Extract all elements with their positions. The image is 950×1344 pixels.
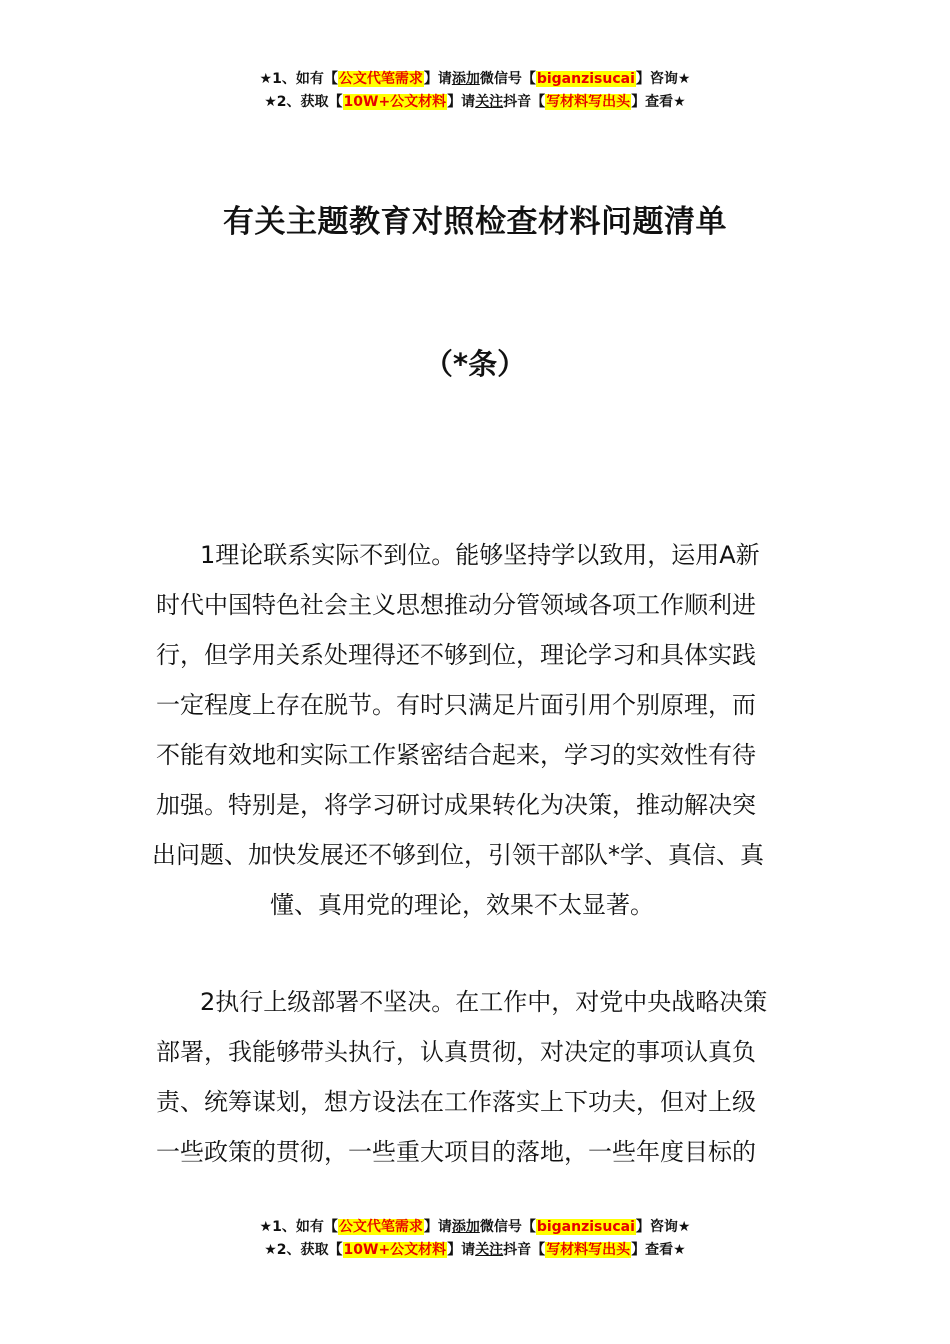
banner-text: 】查看★ (631, 94, 686, 110)
banner-text: ★1、如有【 (259, 1219, 338, 1235)
highlight-materials: 10W+公文材料 (343, 1242, 447, 1258)
banner-text: 】请 (423, 71, 452, 87)
paragraph-line: 时代中国特色社会主义思想推动分管领域各项工作顺利进 (156, 591, 756, 619)
banner-text: 】请 (423, 1219, 452, 1235)
paragraph-1 (0, 530, 950, 930)
paragraph-line: 出问题、加快发展还不够到位，引领干部队*学、真信、真 (152, 841, 764, 869)
paragraph-line: 行，但学用关系处理得还不够到位，理论学习和具体实践 (156, 641, 756, 669)
banner-line-1 (0, 1216, 950, 1239)
banner-text: 微信号【 (479, 1219, 536, 1235)
highlight-wechat-id: biganzisucai (536, 71, 635, 87)
banner-text: 】咨询★ (635, 71, 691, 87)
banner-line-2 (0, 91, 950, 114)
document-subtitle: （*条） (423, 347, 527, 381)
underlined-text: 关注 (475, 1242, 504, 1258)
banner-text: ★1、如有【 (259, 71, 338, 87)
paragraph-line: 1理论联系实际不到位。能够坚持学以致用，运用A新 (200, 541, 760, 569)
banner-text: 】咨询★ (635, 1219, 691, 1235)
highlight-wechat-id: biganzisucai (536, 1219, 635, 1235)
underlined-text: 关注 (475, 94, 504, 110)
banner-text: 抖音【 (503, 94, 546, 110)
paragraph-line: 一些政策的贯彻，一些重大项目的落地，一些年度目标的 (156, 1138, 756, 1166)
paragraph-line: 部署，我能够带头执行，认真贯彻，对决定的事项认真负 (156, 1038, 756, 1066)
paragraph-line: 一定程度上存在脱节。有时只满足片面引用个别原理，而 (156, 691, 756, 719)
paragraph-line: 2执行上级部署不坚决。在工作中，对党中央战略决策 (200, 988, 768, 1016)
banner-text: ★2、获取【 (264, 1242, 343, 1258)
highlight-douyin-id: 写材料写出头 (546, 94, 631, 110)
banner-text: 】查看★ (631, 1242, 686, 1258)
paragraph-line: 加强。特别是，将学习研讨成果转化为决策，推动解决突 (156, 791, 756, 819)
top-banner (0, 68, 950, 114)
paragraph-line: 不能有效地和实际工作紧密结合起来，学习的实效性有待 (156, 741, 756, 769)
banner-text: ★2、获取【 (264, 94, 343, 110)
banner-line-2 (0, 1239, 950, 1262)
banner-text: 微信号【 (479, 71, 536, 87)
underlined-text: 添加 (451, 71, 480, 87)
document-title: 有关主题教育对照检查材料问题清单 (223, 204, 727, 240)
paragraph-line: 责、统筹谋划，想方设法在工作落实上下功夫，但对上级 (156, 1088, 756, 1116)
bottom-banner (0, 1216, 950, 1262)
banner-text: 】请 (447, 94, 476, 110)
banner-line-1 (0, 68, 950, 91)
underlined-text: 添加 (451, 1219, 480, 1235)
paragraph-line: 懂、真用党的理论，效果不太显著。 (270, 891, 654, 919)
banner-text: 】请 (447, 1242, 476, 1258)
highlight-douyin-id: 写材料写出头 (546, 1242, 631, 1258)
highlight-service: 公文代笔需求 (338, 1219, 423, 1235)
highlight-service: 公文代笔需求 (338, 71, 423, 87)
highlight-materials: 10W+公文材料 (343, 94, 447, 110)
banner-text: 抖音【 (503, 1242, 546, 1258)
paragraph-2 (0, 977, 950, 1177)
